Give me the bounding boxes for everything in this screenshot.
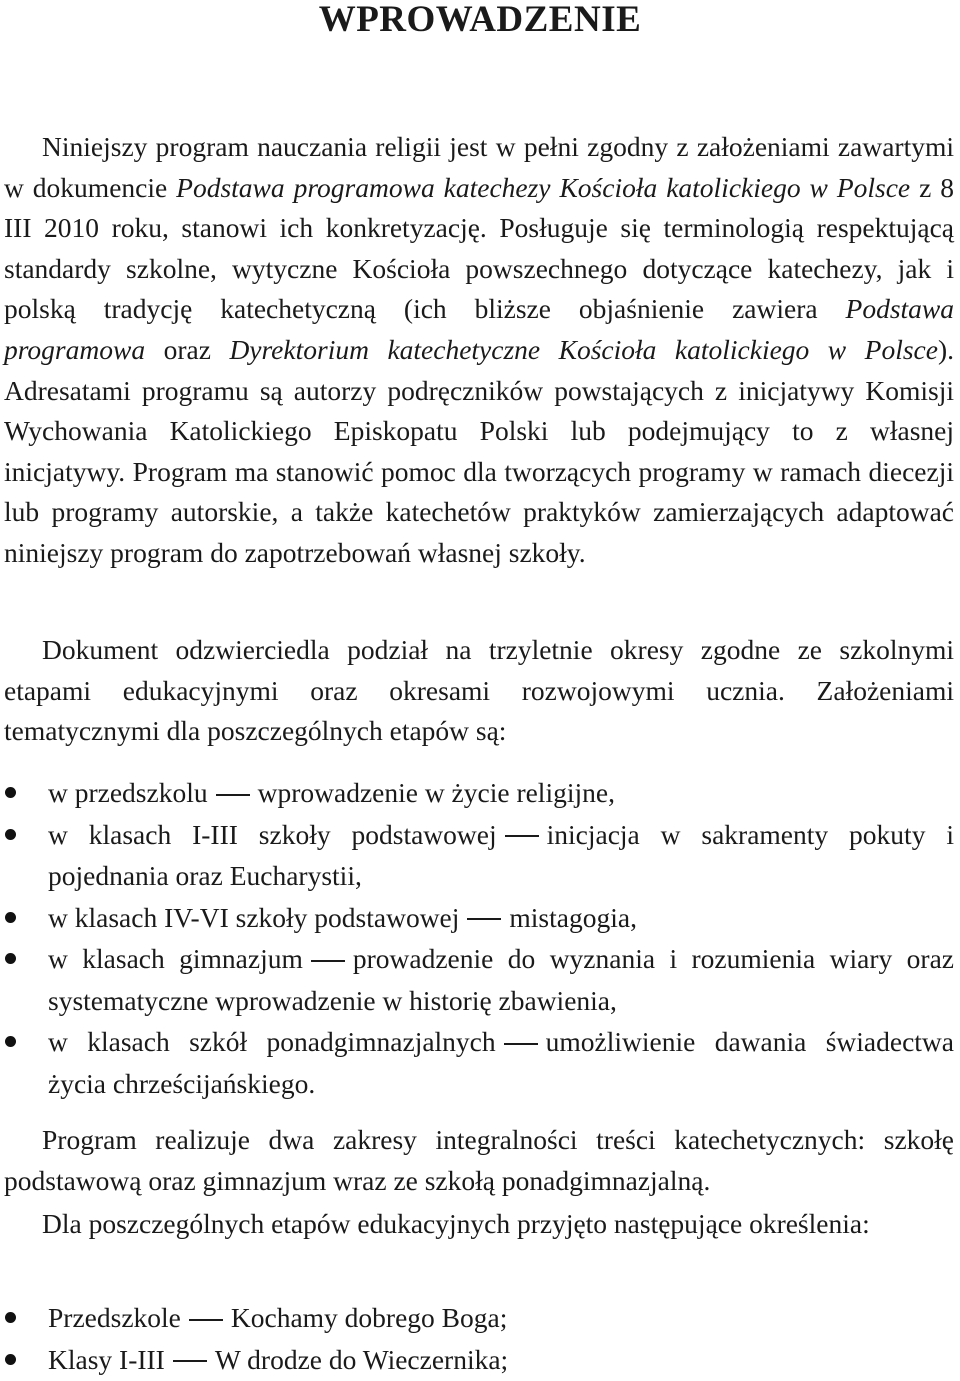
bullet-icon	[5, 787, 16, 798]
stages-paragraph-text: Dokument odzwierciedla podział na trzyletnie okresy zgodne ze szkolnymi etapami edukacyjnymi oraz okresami rozwojowymi ucznia. Założeniami tematycznymi dla poszczególnych etapów są:	[4, 634, 954, 747]
name-desc: W drodze do Wieczernika;	[214, 1343, 509, 1375]
stage-label: w klasach I-III szkoły podstawowej	[48, 818, 497, 850]
name-label: Klasy I-III	[48, 1343, 165, 1375]
stages-list	[0, 772, 954, 1104]
list-item	[0, 1339, 954, 1381]
stage-desc: inicjacja w sakramenty pokuty i pojednania oraz Eucharystii,	[48, 818, 954, 891]
stage-label: w klasach szkół ponadgimnazjalnych	[48, 1026, 496, 1057]
dash-icon	[189, 1319, 223, 1321]
name-label: Przedszkole	[48, 1302, 181, 1333]
list-item	[0, 772, 954, 814]
intro-text-3: oraz	[145, 333, 230, 365]
dash-icon	[311, 960, 345, 962]
stage-desc: prowadzenie do wyznania i rozumienia wiary oraz systematyczne wprowadzenie w historię zbawienia,	[48, 943, 954, 1016]
intro-text-1: Niniejszy program nauczania religii jest w pełni zgodny z założeniami zawartymi w dokumencie	[4, 131, 954, 203]
stage-desc: mistagogia,	[509, 901, 637, 933]
bullet-icon	[5, 953, 16, 964]
bullet-icon	[5, 1354, 16, 1365]
stage-label: w klasach IV-VI szkoły podstawowej	[48, 901, 460, 933]
dash-icon	[173, 1360, 207, 1362]
stage-desc: wprowadzenie w życie religijne,	[257, 777, 615, 808]
stage-label: w przedszkolu	[48, 777, 208, 808]
stages-paragraph	[4, 630, 954, 752]
list-item	[0, 1297, 954, 1339]
intro-italic-3: Dyrektorium katechetyczne Kościoła katolickiego w Polsce	[229, 333, 938, 365]
scope-paragraph-text: Program realizuje dwa zakresy integralności treści katechetycznych: szkołę podstawową oraz gimnazjum wraz ze szkołą ponadgimnazjalną.	[4, 1124, 954, 1196]
intro-text-2: z 8 III 2010 roku, stanowi ich konkretyzację. Posługuje się terminologią respektującą standardy szkolne, wytyczne Kościoła powszechnego dotyczące katechezy, jak i polską tradycję katechetyczną (ich bliższe objaśnienie zawiera	[4, 171, 954, 325]
dash-icon	[504, 1043, 538, 1045]
dash-icon	[216, 794, 250, 796]
intro-paragraph	[4, 127, 954, 574]
bullet-icon	[5, 1312, 16, 1323]
bullet-icon	[5, 829, 16, 840]
intro-italic-2: Podstawa programowa	[4, 293, 954, 365]
stage-desc: umożliwienie dawania świadectwa życia chrześcijańskiego.	[48, 1026, 954, 1099]
names-paragraph-text: Dla poszczególnych etapów edukacyjnych przyjęto następujące określenia:	[42, 1208, 870, 1239]
stage-label: w klasach gimnazjum	[48, 943, 303, 974]
list-item	[0, 897, 954, 939]
name-desc: Kochamy dobrego Boga;	[230, 1302, 508, 1333]
bullet-icon	[5, 1036, 16, 1047]
page-title: WPROWADZENIE	[318, 0, 642, 40]
intro-text-4: ). Adresatami programu są autorzy podręczników powstających z inicjatywy Komisji Wychowania Katolickiego Episkopatu Polski lub podejmujący to z własnej inicjatywy. Program ma stanowić pomoc dla tworzących programy w ramach diecezji lub programy autorskie, a także katechetów praktyków zamierzających adaptować niniejszy program do zapotrzebowań własnej szkoły.	[4, 333, 955, 568]
dash-icon	[467, 918, 501, 920]
list-item	[0, 938, 954, 1021]
scope-paragraph	[4, 1120, 954, 1201]
list-item	[0, 814, 954, 897]
list-item	[0, 1021, 954, 1104]
names-paragraph	[4, 1204, 954, 1245]
names-list	[0, 1297, 954, 1380]
bullet-icon	[5, 912, 16, 923]
intro-italic-1: Podstawa programowa katechezy Kościoła katolickiego w Polsce	[176, 171, 911, 203]
dash-icon	[505, 835, 539, 837]
